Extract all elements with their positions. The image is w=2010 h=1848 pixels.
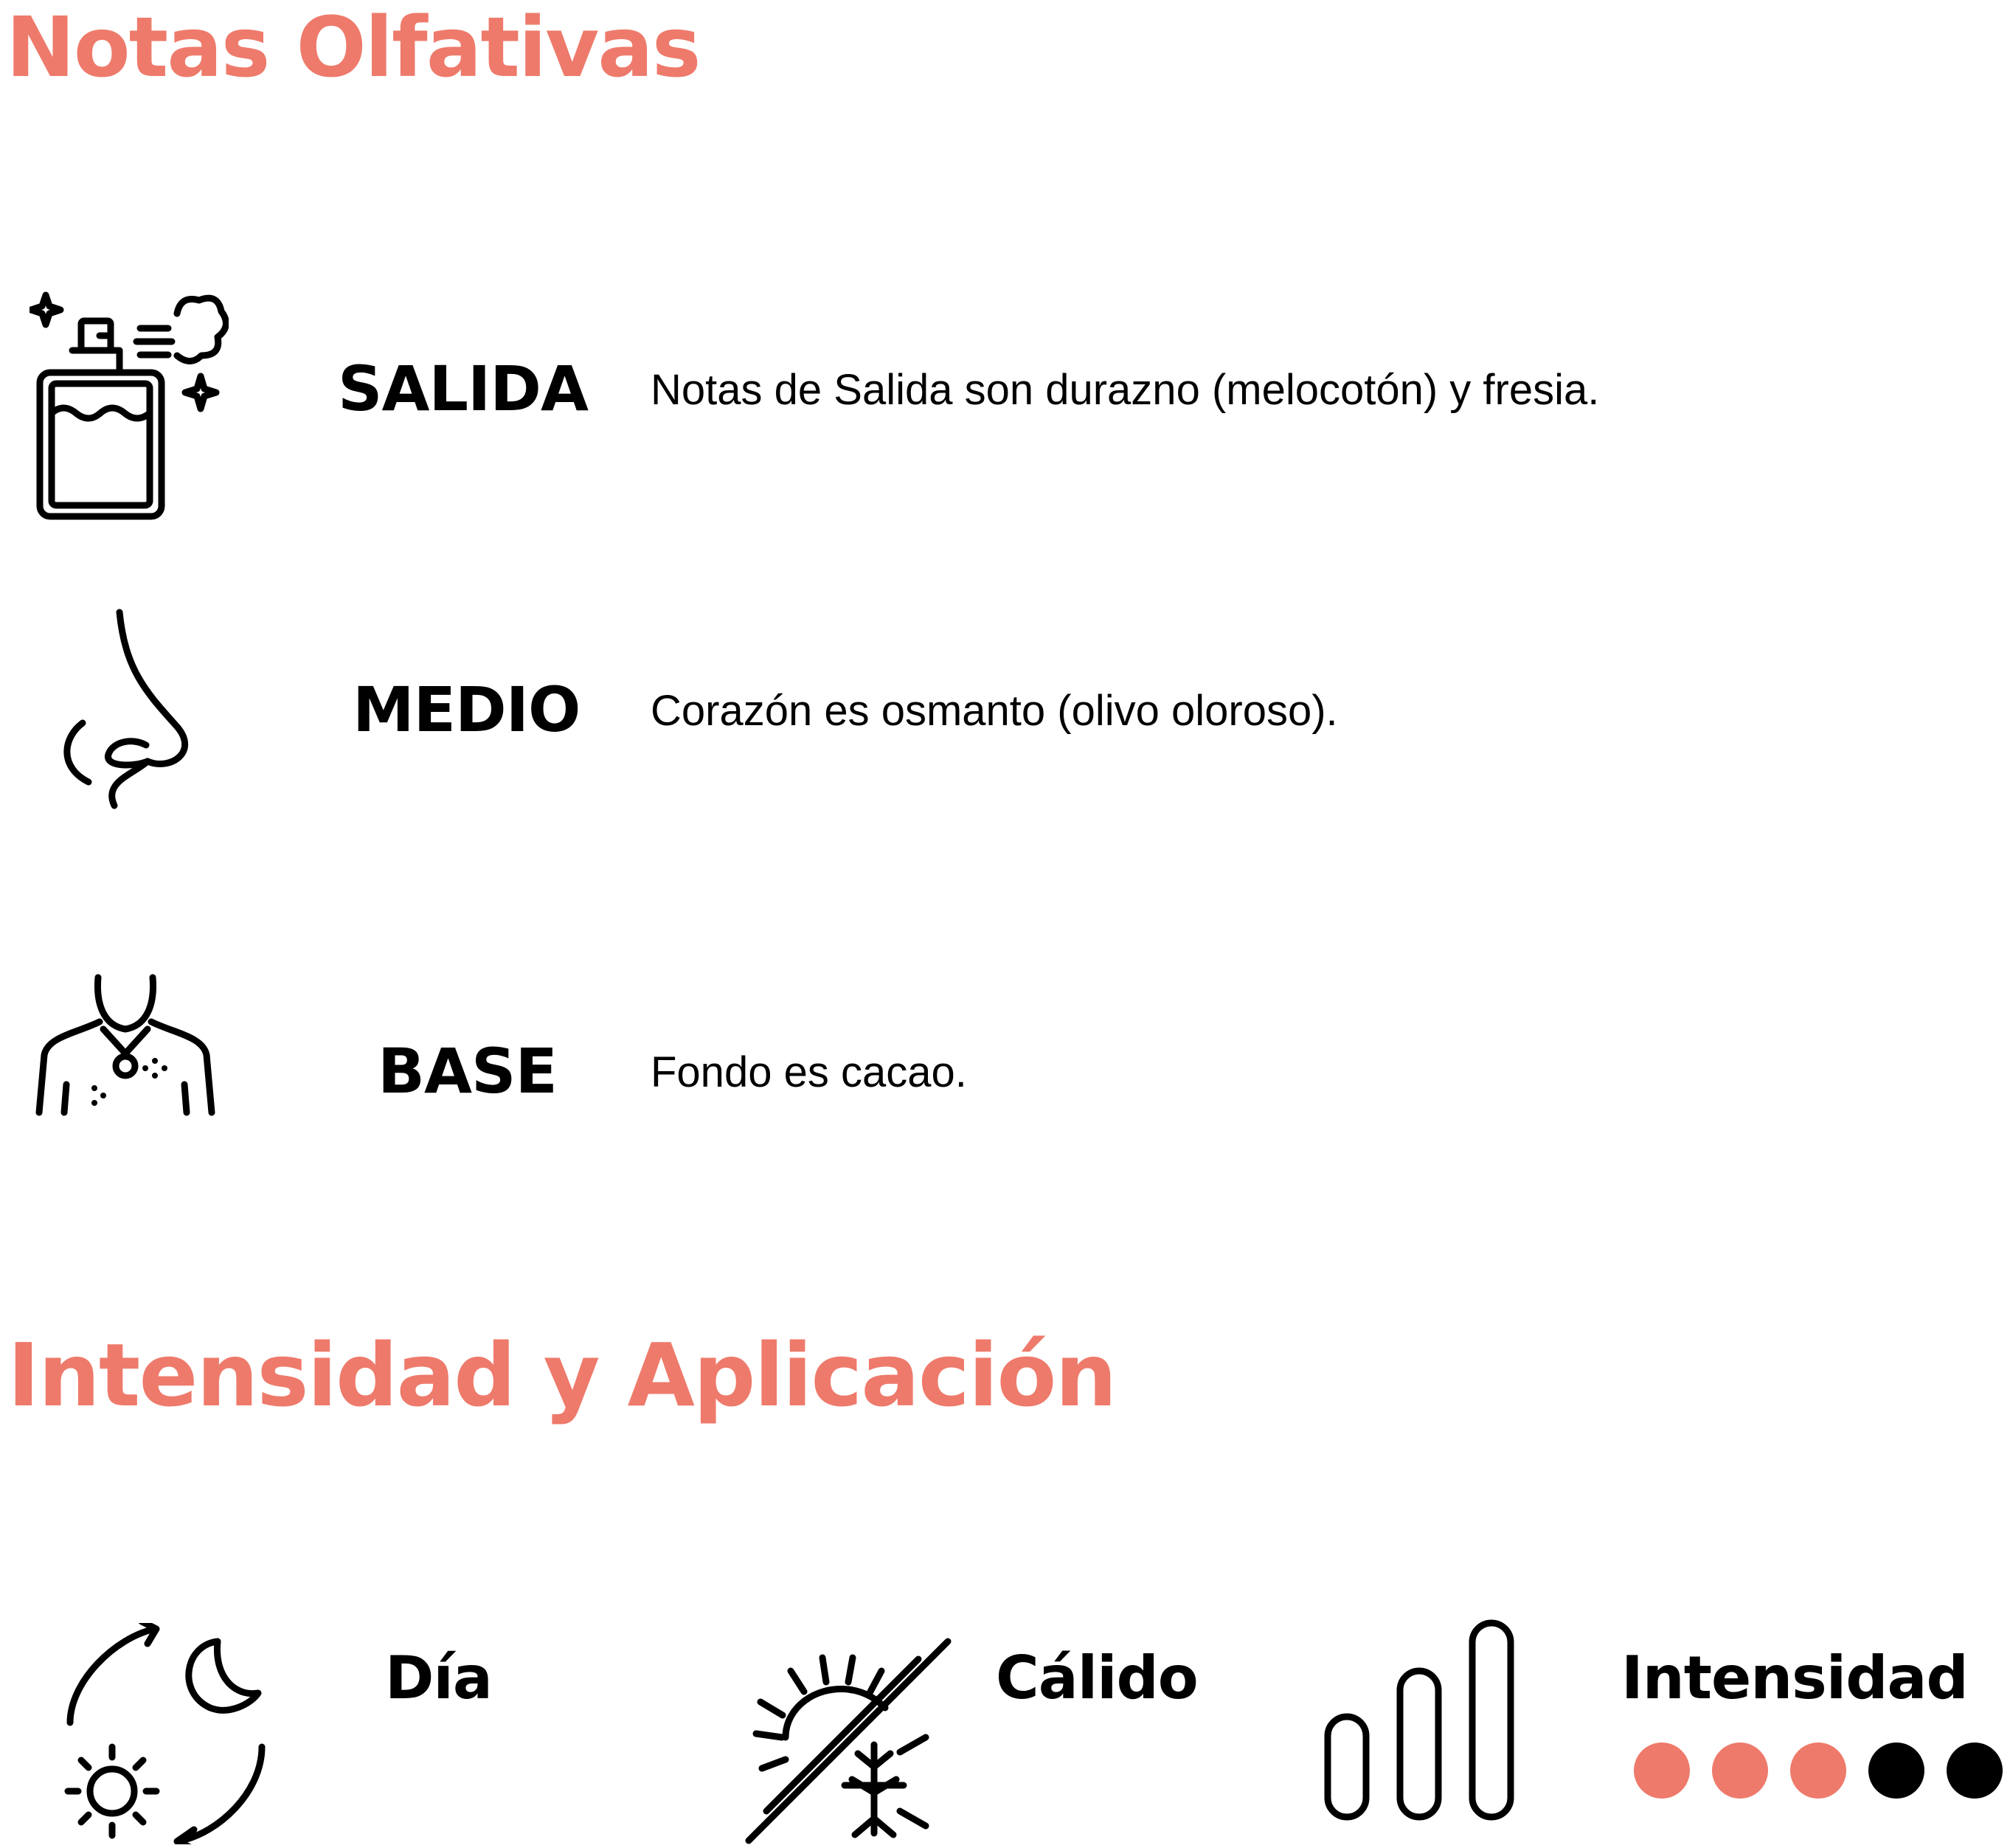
nose-icon xyxy=(59,605,199,811)
intensity-rating xyxy=(1634,1743,2003,1799)
time-label: Día xyxy=(385,1644,492,1712)
intensity-dot-filled xyxy=(1634,1743,1690,1799)
intensity-dot-filled xyxy=(1790,1743,1846,1799)
note-description-base: Fondo es cacao. xyxy=(651,1048,967,1096)
notas-olfativas-title: Notas Olfativas xyxy=(6,0,700,96)
intensidad-aplicacion-title: Intensidad y Aplicación xyxy=(7,1324,1116,1426)
neck-chest-icon xyxy=(33,974,218,1118)
note-description-medio: Corazón es osmanto (olivo oloroso). xyxy=(651,687,1338,735)
warm-climate-icon xyxy=(741,1634,955,1848)
intensity-label: Intensidad xyxy=(1621,1644,1968,1712)
note-description-salida: Notas de Salida son durazno (melocotón) y fresia. xyxy=(651,366,1600,414)
intensity-bars-icon xyxy=(1320,1619,1527,1822)
note-label-salida: SALIDA xyxy=(338,353,589,425)
perfume-spray-icon xyxy=(30,284,229,520)
note-label-medio: MEDIO xyxy=(353,674,581,746)
intensity-dot-empty xyxy=(1947,1743,2003,1799)
day-night-cycle-icon xyxy=(59,1623,273,1844)
intensity-dot-empty xyxy=(1868,1743,1924,1799)
climate-label: Cálido xyxy=(996,1644,1198,1712)
intensity-dot-filled xyxy=(1712,1743,1768,1799)
note-label-base: BASE xyxy=(378,1035,557,1107)
